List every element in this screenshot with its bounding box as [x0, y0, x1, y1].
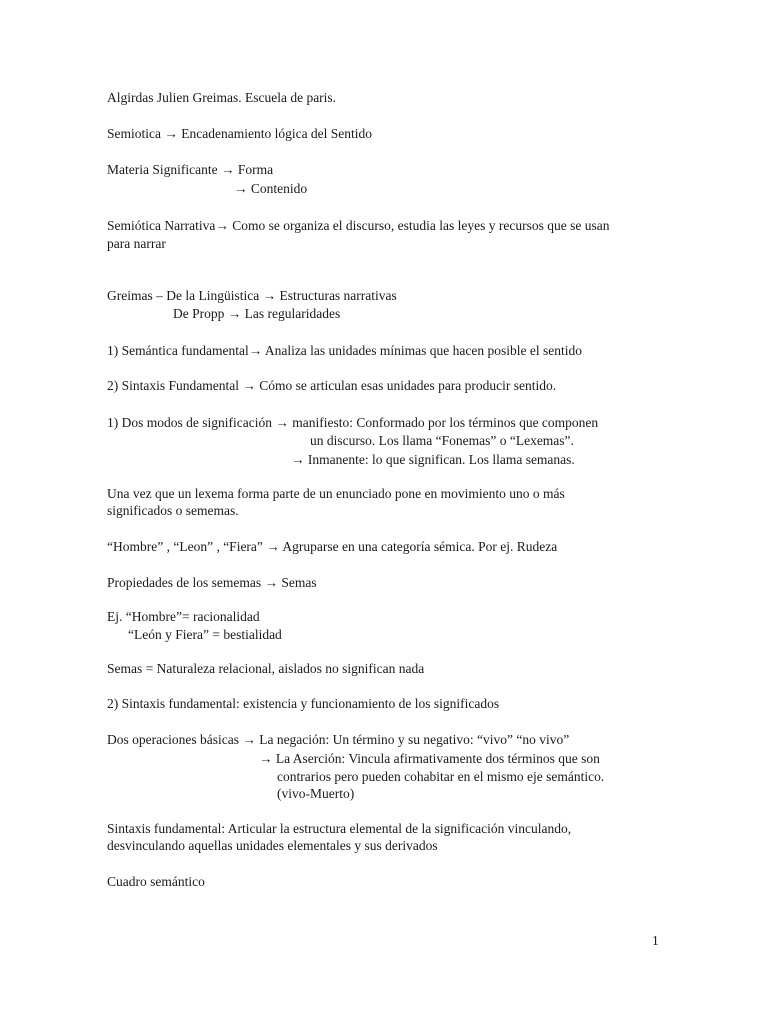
text-line: Materia Significante → Forma	[107, 162, 274, 177]
text-line: Dos operaciones básicas → La negación: Un término y su negativo: “vivo” “no vivo”	[107, 732, 570, 747]
text-line: Semas = Naturaleza relacional, aislados no significan nada	[107, 661, 425, 676]
text-line: un discurso. Los llama “Fonemas” o “Lexemas”.	[310, 433, 574, 448]
text-line: significados o sememas.	[107, 503, 239, 518]
text-line: Una vez que un lexema forma parte de un enunciado pone en movimiento uno o más	[107, 486, 565, 501]
text-line: “Hombre” , “Leon” , “Fiera” → Agruparse en una categoría sémica. Por ej. Rudeza	[107, 539, 558, 554]
text-line: Ej. “Hombre”= racionalidad	[107, 609, 260, 624]
text-line: Sintaxis fundamental: Articular la estructura elemental de la significación vinculando,	[107, 821, 572, 836]
text-line: Semiótica Narrativa→ Como se organiza el discurso, estudia las leyes y recursos que se usan	[107, 218, 610, 233]
page-number: 1	[652, 933, 659, 948]
text-line: Greimas – De la Lingüistica → Estructuras narrativas	[107, 288, 397, 303]
text-line: Algirdas Julien Greimas. Escuela de paris.	[107, 90, 337, 105]
text-line: “León y Fiera” = bestialidad	[128, 627, 282, 642]
text-line: (vivo-Muerto)	[277, 786, 355, 801]
text-line: → Inmanente: lo que significan. Los llama semanas.	[291, 452, 575, 467]
text-line: 1) Semántica fundamental→ Analiza las unidades mínimas que hacen posible el sentido	[107, 343, 582, 358]
text-line: para narrar	[107, 236, 166, 251]
text-line: Semiotica → Encadenamiento lógica del Sentido	[107, 126, 373, 141]
text-line: Propiedades de los sememas → Semas	[107, 575, 317, 590]
text-line: 1) Dos modos de significación → manifiesto: Conformado por los términos que componen	[107, 415, 599, 430]
text-line: → Contenido	[234, 181, 308, 196]
text-line: contrarios pero pueden cohabitar en el mismo eje semántico.	[277, 769, 605, 784]
text-line: De Propp → Las regularidades	[173, 306, 341, 321]
text-line: 2) Sintaxis fundamental: existencia y funcionamiento de los significados	[107, 696, 500, 711]
text-line: desvinculando aquellas unidades elementales y sus derivados	[107, 838, 438, 853]
text-line: Cuadro semántico	[107, 874, 205, 889]
text-line: 2) Sintaxis Fundamental → Cómo se articulan esas unidades para producir sentido.	[107, 378, 557, 393]
text-line: → La Aserción: Vincula afirmativamente dos términos que son	[259, 751, 600, 766]
